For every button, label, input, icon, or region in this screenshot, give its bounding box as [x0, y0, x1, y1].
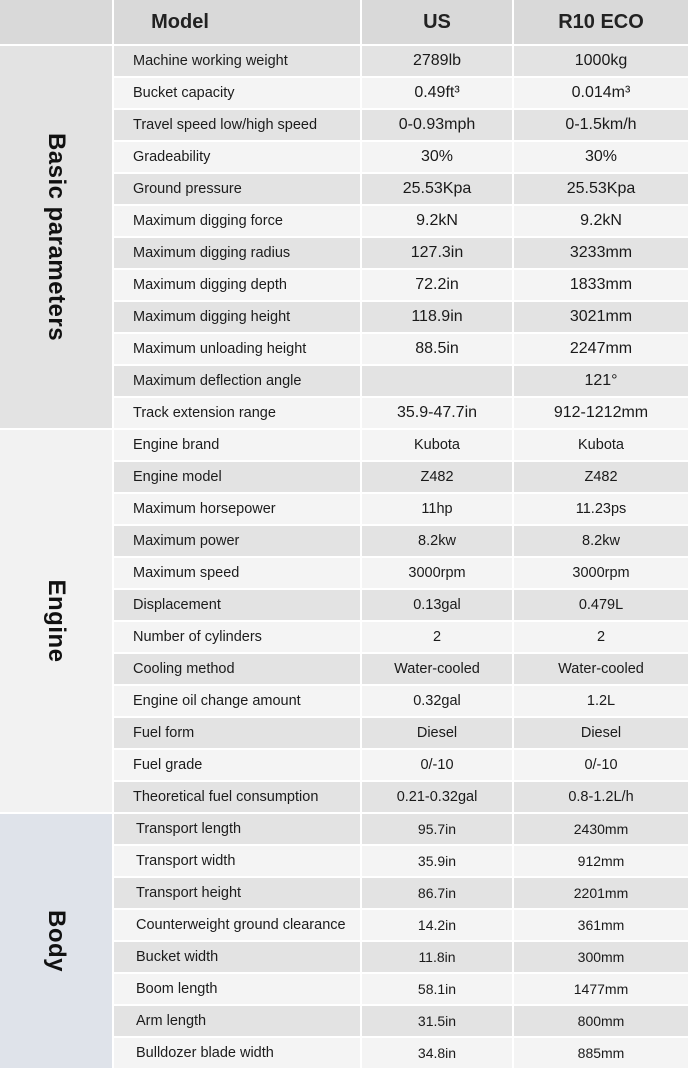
row-label: Engine oil change amount	[133, 693, 301, 709]
table-row	[114, 110, 688, 142]
row-value-us: 58.1in	[417, 981, 457, 997]
table-row	[114, 558, 688, 590]
row-value-us: Z482	[420, 469, 454, 485]
row-value-r10-eco: 0.479L	[578, 597, 624, 613]
row-label: Displacement	[133, 597, 221, 613]
row-value-us: 25.53Kpa	[402, 180, 472, 197]
row-value-us: 0.13gal	[413, 597, 461, 613]
row-value-r10-eco: 912mm	[577, 853, 625, 869]
row-label: Maximum horsepower	[133, 501, 276, 517]
row-label: Arm length	[136, 1013, 207, 1029]
section-basic-parameters	[0, 46, 688, 430]
row-value-r10-eco: 0.014m³	[571, 84, 631, 101]
row-value-r10-eco: Z482	[584, 469, 618, 485]
row-value-r10-eco: Kubota	[578, 437, 624, 453]
table-row	[114, 334, 688, 366]
table-header	[0, 0, 688, 45]
row-value-r10-eco: 3021mm	[569, 308, 633, 325]
header-us: US	[423, 11, 451, 33]
table-row	[114, 782, 688, 814]
section-title-text: Engine	[43, 579, 70, 663]
row-label: Maximum digging force	[133, 213, 283, 229]
header-model: Model	[151, 11, 209, 33]
row-value-us: 35.9in	[417, 853, 457, 869]
table-row	[114, 846, 688, 878]
row-value-r10-eco: 0-1.5km/h	[565, 116, 637, 133]
row-value-r10-eco: 9.2kN	[580, 212, 622, 229]
table-row	[114, 174, 688, 206]
row-value-us: Diesel	[416, 725, 458, 741]
row-value-r10-eco: 1000kg	[574, 52, 628, 69]
row-value-r10-eco: 1477mm	[573, 981, 629, 997]
table-row	[114, 878, 688, 910]
row-value-us: 11.8in	[418, 949, 456, 965]
row-value-r10-eco: 2201mm	[573, 885, 629, 901]
row-value-us: 86.7in	[417, 885, 457, 901]
table-row	[114, 1038, 688, 1070]
row-label: Gradeability	[133, 149, 211, 165]
row-label: Maximum digging depth	[133, 277, 287, 293]
row-value-r10-eco: 2247mm	[569, 340, 633, 357]
row-value-us: Water-cooled	[394, 661, 480, 677]
table-row	[114, 398, 688, 430]
row-value-us: 0.49ft³	[414, 84, 460, 101]
row-value-us: 95.7in	[417, 821, 457, 837]
table-row	[114, 942, 688, 974]
section-title	[0, 814, 112, 1068]
row-label: Fuel grade	[133, 757, 203, 773]
section-title	[0, 430, 112, 812]
row-value-us: 8.2kw	[418, 533, 456, 549]
row-label: Travel speed low/high speed	[133, 117, 318, 133]
table-row	[114, 654, 688, 686]
row-value-r10-eco: 0/-10	[584, 757, 618, 773]
table-row	[114, 1006, 688, 1038]
row-value-us: 118.9in	[411, 308, 463, 325]
table-row	[114, 206, 688, 238]
section-title	[0, 46, 112, 428]
row-value-us: 0/-10	[420, 757, 454, 773]
table-row	[114, 78, 688, 110]
row-value-r10-eco: 3000rpm	[572, 565, 630, 581]
row-value-us: 30%	[420, 148, 454, 165]
row-value-us: 0-0.93mph	[398, 116, 476, 133]
table-row	[114, 814, 688, 846]
row-value-us: 3000rpm	[408, 565, 466, 581]
row-label: Transport length	[136, 821, 242, 837]
row-label: Number of cylinders	[133, 629, 262, 645]
row-label: Ground pressure	[133, 181, 242, 197]
table-row	[114, 238, 688, 270]
row-value-us: 2789lb	[412, 52, 462, 69]
row-value-r10-eco: 1.2L	[586, 693, 616, 709]
row-value-us: 34.8in	[417, 1045, 457, 1061]
table-row	[114, 270, 688, 302]
row-value-r10-eco: 300mm	[577, 949, 625, 965]
row-value-r10-eco: 361mm	[577, 917, 625, 933]
table-row	[114, 430, 688, 462]
row-label: Machine working weight	[133, 53, 288, 69]
section-title-text: Basic parameters	[43, 132, 70, 342]
row-label: Maximum digging radius	[133, 245, 291, 261]
row-value-us: 72.2in	[415, 276, 459, 293]
row-value-r10-eco: 2430mm	[573, 821, 629, 837]
row-value-r10-eco: 912-1212mm	[553, 404, 649, 421]
table-row	[114, 462, 688, 494]
row-value-us: 2	[432, 629, 442, 645]
row-value-r10-eco: 25.53Kpa	[566, 180, 636, 197]
row-label: Maximum deflection angle	[133, 373, 302, 389]
row-value-us: 35.9-47.7in	[396, 404, 478, 421]
table-row	[114, 686, 688, 718]
row-label: Track extension range	[133, 405, 276, 421]
row-label: Maximum speed	[133, 565, 240, 581]
row-value-us: 11hp	[421, 501, 453, 517]
header-r10-eco: R10 ECO	[558, 11, 644, 33]
table-row	[114, 142, 688, 174]
row-value-r10-eco: 8.2kw	[582, 533, 620, 549]
table-row	[114, 590, 688, 622]
row-label: Bulldozer blade width	[136, 1045, 274, 1061]
table-row	[114, 366, 688, 398]
row-value-r10-eco: 11.23ps	[575, 501, 627, 517]
row-label: Fuel form	[133, 725, 195, 741]
table-row	[114, 750, 688, 782]
column-divider	[512, 0, 514, 1086]
row-value-us: Kubota	[414, 437, 460, 453]
row-label: Cooling method	[133, 661, 235, 677]
row-label: Maximum power	[133, 533, 240, 549]
row-value-r10-eco: 1833mm	[569, 276, 633, 293]
row-value-r10-eco: 121°	[584, 372, 618, 389]
row-label: Counterweight ground clearance	[136, 917, 346, 933]
row-value-us: 127.3in	[410, 244, 464, 261]
section-title-text: Body	[43, 910, 70, 972]
row-value-r10-eco: Diesel	[580, 725, 622, 741]
column-divider	[112, 0, 114, 1086]
row-value-us: 0.32gal	[413, 693, 461, 709]
row-value-r10-eco: 2	[596, 629, 606, 645]
row-value-r10-eco: 0.8-1.2L/h	[568, 789, 634, 805]
table-row	[114, 46, 688, 78]
table-row	[114, 526, 688, 558]
row-label: Maximum digging height	[133, 309, 291, 325]
row-label: Transport height	[136, 885, 242, 901]
row-value-r10-eco: Water-cooled	[558, 661, 644, 677]
row-value-r10-eco: 30%	[584, 148, 618, 165]
table-row	[114, 622, 688, 654]
row-label: Bucket width	[136, 949, 219, 965]
row-value-us: 31.5in	[417, 1013, 457, 1029]
row-label: Engine model	[133, 469, 222, 485]
row-value-us: 0.21-0.32gal	[396, 789, 478, 805]
row-value-r10-eco: 3233mm	[569, 244, 633, 261]
row-label: Bucket capacity	[133, 85, 235, 101]
row-label: Maximum unloading height	[133, 341, 307, 357]
section-engine	[0, 430, 688, 814]
row-value-r10-eco: 800mm	[577, 1013, 625, 1029]
row-label: Theoretical fuel consumption	[133, 789, 319, 805]
row-label: Transport width	[136, 853, 236, 869]
row-value-us: 14.2in	[417, 917, 457, 933]
column-divider	[360, 0, 362, 1086]
table-row	[114, 910, 688, 942]
section-body	[0, 814, 688, 1070]
row-label: Boom length	[136, 981, 218, 997]
table-row	[114, 494, 688, 526]
row-value-us	[362, 366, 512, 396]
table-row	[114, 718, 688, 750]
row-value-r10-eco: 885mm	[577, 1045, 625, 1061]
row-value-us: 9.2kN	[416, 212, 458, 229]
row-label: Engine brand	[133, 437, 220, 453]
table-row	[114, 302, 688, 334]
row-value-us: 88.5in	[415, 340, 459, 357]
table-row	[114, 974, 688, 1006]
